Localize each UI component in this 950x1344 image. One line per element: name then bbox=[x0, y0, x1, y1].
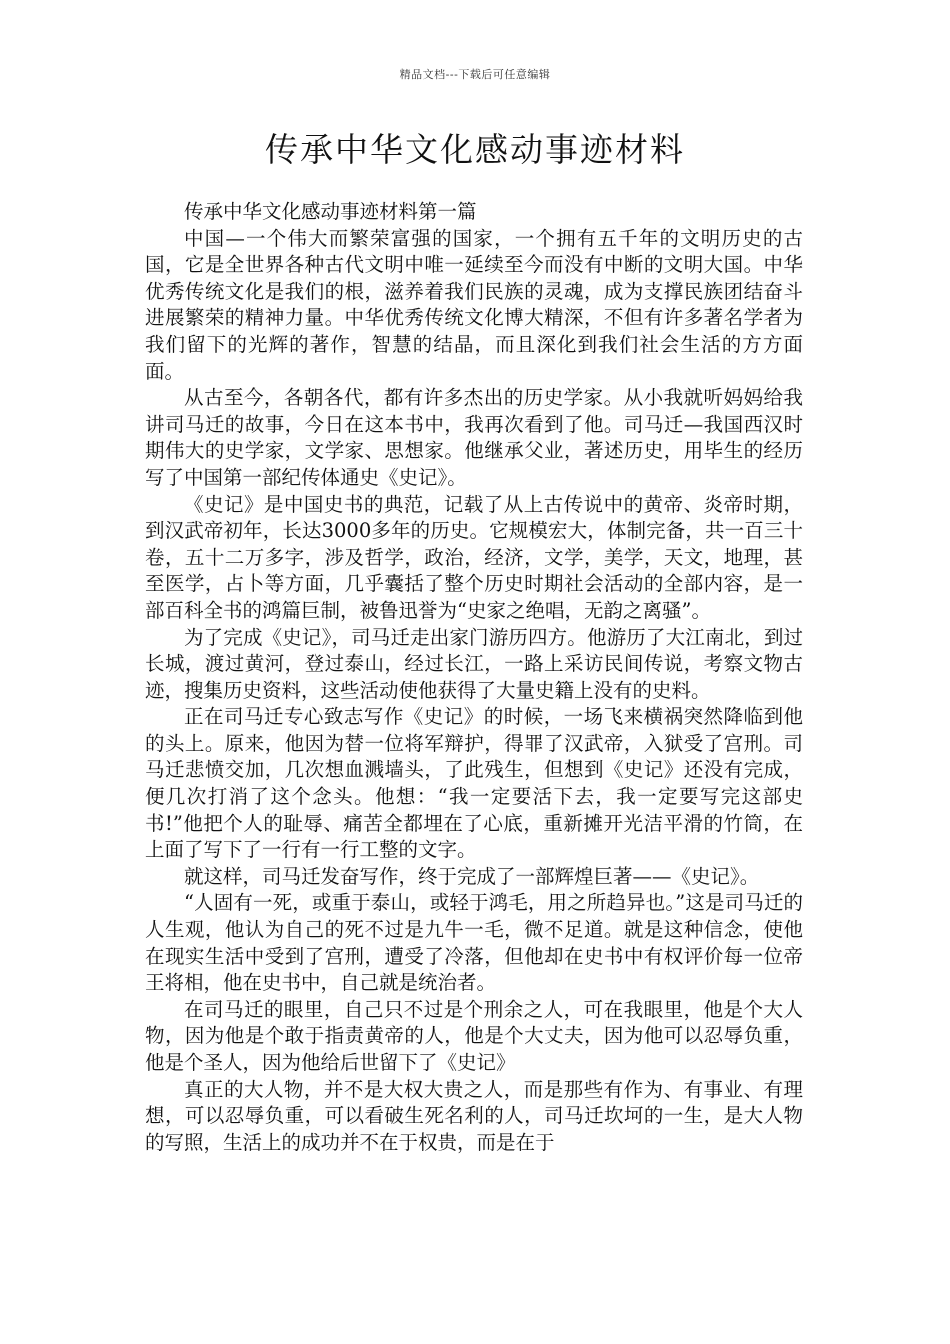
paragraph: 从古至今，各朝各代，都有许多杰出的历史学家。从小我就听妈妈给我讲司马迁的故事，今日在这本书中，我再次看到了他。司马迁—我国西汉时期伟大的史学家，文学家、思想家。他继承父业，著述历史，用毕生的经历写了中国第一部纪传体通史《史记》。 bbox=[145, 386, 803, 489]
page-header: 精品文档---下载后可任意编辑 bbox=[399, 68, 551, 81]
paragraph: 就这样，司马迁发奋写作，终于完成了一部辉煌巨著——《史记》。 bbox=[184, 864, 760, 888]
document-body bbox=[145, 199, 803, 1156]
paragraph: 《史记》是中国史书的典范，记载了从上古传说中的黄帝、炎帝时期，到汉武帝初年，长达3000多年的历史。它规模宏大，体制完备，共一百三十卷，五十二万多字，涉及哲学，政治，经济，文学，美学，天文，地理，甚至医学，占卜等方面，几乎囊括了整个历史时期社会活动的全部内容，是一部百科全书的鸿篇巨制，被鲁迅誉为“史家之绝唱，无韵之离骚”。 bbox=[145, 492, 803, 622]
paragraph: 正在司马迁专心致志写作《史记》的时候，一场飞来横祸突然降临到他的头上。原来，他因为替一位将军辩护，得罪了汉武帝，入狱受了宫刑。司马迁悲愤交加，几次想血溅墙头，了此残生，但想到《史记》还没有完成，便几次打消了这个念头。他想：“我一定要活下去，我一定要写完这部史书!”他把个人的耻辱、痛苦全都埋在了心底，重新摊开光洁平滑的竹筒，在上面了写下了一行有一行工整的文字。 bbox=[145, 705, 803, 862]
paragraph: 在司马迁的眼里，自己只不过是个刑余之人，可在我眼里，他是个大人物，因为他是个敢于指责黄帝的人，他是个大丈夫，因为他可以忍辱负重，他是个圣人，因为他给后世留下了《史记》 bbox=[145, 997, 803, 1074]
paragraph: “人固有一死，或重于泰山，或轻于鸿毛，用之所趋异也。”这是司马迁的人生观，他认为自己的死不过是九牛一毛，微不足道。就是这种信念，使他在现实生活中受到了宫刑，遭受了冷落，但他却在史书中有权评价每一位帝王将相，他在史书中，自己就是统治者。 bbox=[145, 891, 803, 995]
section-heading: 传承中华文化感动事迹材料第一篇 bbox=[184, 200, 477, 223]
paragraph: 为了完成《史记》，司马迁走出家门游历四方。他游历了大江南北，到过长城，渡过黄河，登过泰山，经过长江，一路上采访民间传说，考察文物古迹，搜集历史资料，这些活动使他获得了大量史籍上没有的史料。 bbox=[145, 625, 803, 702]
paragraph: 中国—一个伟大而繁荣富强的国家，一个拥有五千年的文明历史的古国，它是全世界各种古代文明中唯一延续至今而没有中断的文明大国。中华优秀传统文化是我们的根，滋养着我们民族的灵魂，成为支撑民族团结奋斗进展繁荣的精神力量。中华优秀传统文化博大精深，不但有许多著名学者为我们留下的光辉的著作，智慧的结晶，而且深化到我们社会生活的方方面面。 bbox=[145, 226, 803, 383]
document-title: 传承中华文化感动事迹材料 bbox=[265, 130, 685, 169]
paragraph: 真正的大人物，并不是大权大贵之人，而是那些有作为、有事业、有理想，可以忍辱负重，可以看破生死名利的人，司马迁坎坷的一生，是大人物的写照，生活上的成功并不在于权贵，而是在于 bbox=[145, 1077, 803, 1154]
